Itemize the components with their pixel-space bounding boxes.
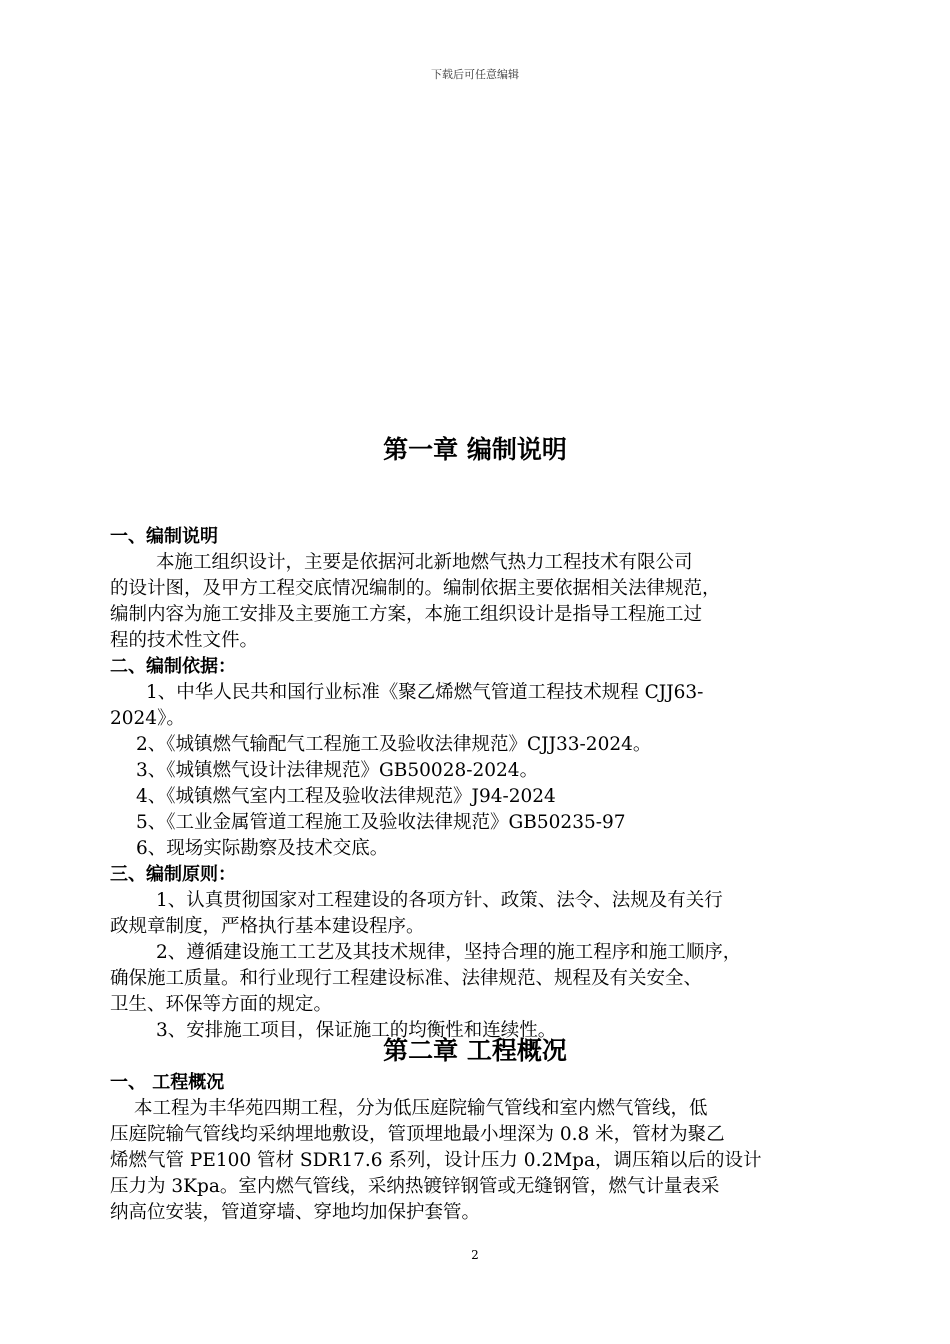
list-item: 政规章制度，严格执行基本建设程序。: [110, 916, 425, 937]
list-item: 1、认真贯彻国家对工程建设的各项方针、政策、法令、法规及有关行: [156, 890, 723, 911]
list-item: 1、中华人民共和国行业标准《聚乙烯燃气管道工程技术规程 CJJ63-: [146, 682, 704, 703]
paragraph-line: 程的技术性文件。: [110, 630, 259, 651]
chapter-1-title: 第一章 编制说明: [383, 435, 567, 464]
chapter-1-body: [110, 524, 845, 1044]
list-item: 2024》。: [110, 708, 185, 729]
page-number: 2: [471, 1248, 479, 1262]
chapter-2-body: [110, 1070, 845, 1226]
list-item: 2、《城镇燃气输配气工程施工及验收法律规范》CJJ33-2024。: [136, 734, 652, 755]
section-heading: 一、 工程概况: [110, 1072, 225, 1093]
list-item: 6、现场实际勘察及技术交底。: [136, 838, 389, 859]
paragraph-line: 烯燃气管 PE100 管材 SDR17.6 系列，设计压力 0.2Mpa，调压箱以后的设计: [110, 1150, 762, 1171]
chapter-2-title: 第二章 工程概况: [383, 1036, 567, 1065]
paragraph-line: 纳高位安装，管道穿墙、穿地均加保护套管。: [110, 1202, 481, 1223]
section-heading: 一、编制说明: [110, 526, 218, 547]
header-note: 下载后可任意编辑: [431, 68, 519, 81]
list-item: 3、《城镇燃气设计法律规范》GB50028-2024。: [136, 760, 539, 781]
list-item: 卫生、环保等方面的规定。: [110, 994, 333, 1015]
paragraph-line: 编制内容为施工安排及主要施工方案，本施工组织设计是指导工程施工过: [110, 604, 703, 625]
list-item: 2、遵循建设施工工艺及其技术规律，坚持合理的施工程序和施工顺序，: [156, 942, 742, 963]
paragraph-line: 的设计图，及甲方工程交底情况编制的。编制依据主要依据相关法律规范，: [110, 578, 721, 599]
list-item: 5、《工业金属管道工程施工及验收法律规范》GB50235-97: [136, 812, 626, 833]
paragraph-line: 压力为 3Kpa。室内燃气管线，采纳热镀锌钢管或无缝钢管，燃气计量表采: [110, 1176, 720, 1197]
list-item: 4、《城镇燃气室内工程及验收法律规范》J94-2024: [136, 786, 556, 807]
list-item: 确保施工质量。和行业现行工程建设标准、法律规范、规程及有关安全、: [110, 968, 703, 989]
paragraph-line: 本工程为丰华苑四期工程，分为低压庭院输气管线和室内燃气管线，低: [134, 1098, 708, 1119]
section-heading: 三、编制原则：: [110, 864, 236, 885]
paragraph-line: 压庭院输气管线均采纳埋地敷设，管顶埋地最小埋深为 0.8 米，管材为聚乙: [110, 1124, 725, 1145]
list-item: 3、安排施工项目，保证施工的均衡性和连续性。: [156, 1020, 557, 1041]
paragraph-line: 本施工组织设计，主要是依据河北新地燃气热力工程技术有限公司: [156, 552, 693, 573]
section-heading: 二、编制依据：: [110, 656, 236, 677]
